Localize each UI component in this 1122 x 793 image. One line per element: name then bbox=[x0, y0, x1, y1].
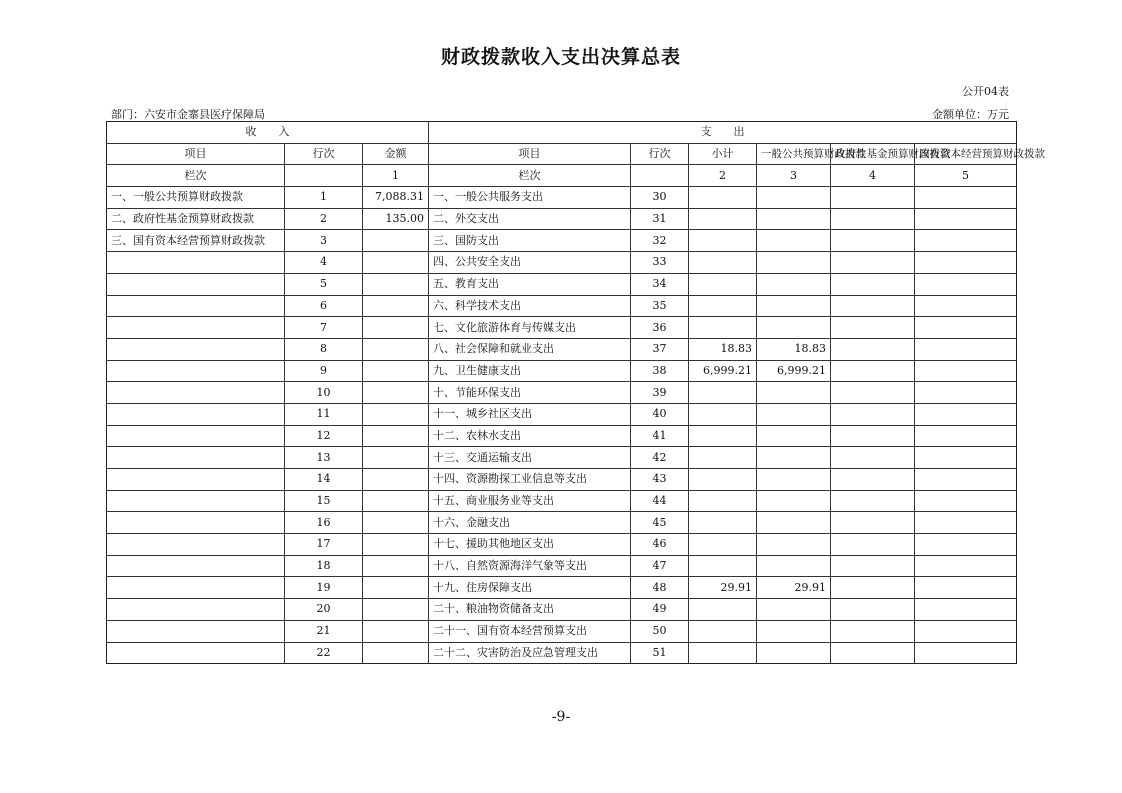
income-line-cell: 2 bbox=[285, 208, 363, 230]
general-budget-cell bbox=[757, 642, 831, 664]
subtotal-cell: 29.91 bbox=[689, 577, 757, 599]
column-index-expense-label: 栏次 bbox=[429, 165, 631, 187]
expense-item-cell: 六、科学技术支出 bbox=[429, 295, 631, 317]
table-row bbox=[107, 642, 1017, 664]
income-amount-cell bbox=[363, 403, 429, 425]
subtotal-cell bbox=[689, 403, 757, 425]
income-amount-cell bbox=[363, 382, 429, 404]
expense-line-cell: 37 bbox=[631, 338, 689, 360]
subtotal-cell bbox=[689, 447, 757, 469]
expense-item-cell: 二十一、国有资本经营预算支出 bbox=[429, 620, 631, 642]
general-budget-cell bbox=[757, 447, 831, 469]
income-item-cell bbox=[107, 490, 285, 512]
subtotal-cell bbox=[689, 317, 757, 339]
gov-fund-cell bbox=[831, 382, 915, 404]
expense-item-cell: 二十、粮油物资储备支出 bbox=[429, 599, 631, 621]
income-item-cell bbox=[107, 469, 285, 491]
state-capital-cell bbox=[915, 469, 1017, 491]
income-line-cell: 17 bbox=[285, 534, 363, 556]
state-capital-cell bbox=[915, 403, 1017, 425]
income-item-cell bbox=[107, 512, 285, 534]
gov-fund-cell bbox=[831, 338, 915, 360]
department-label: 部门：六安市金寨县医疗保障局 bbox=[111, 108, 265, 121]
income-line-cell: 21 bbox=[285, 620, 363, 642]
expense-line-cell: 36 bbox=[631, 317, 689, 339]
income-amount-cell bbox=[363, 317, 429, 339]
income-amount-cell bbox=[363, 642, 429, 664]
expense-line-cell: 47 bbox=[631, 555, 689, 577]
income-line-cell: 19 bbox=[285, 577, 363, 599]
income-amount-cell bbox=[363, 577, 429, 599]
income-amount-cell bbox=[363, 490, 429, 512]
subtotal-cell bbox=[689, 382, 757, 404]
column-index-label: 栏次 bbox=[107, 165, 285, 187]
general-budget-cell: 18.83 bbox=[757, 338, 831, 360]
table-row bbox=[107, 403, 1017, 425]
gov-fund-cell bbox=[831, 187, 915, 209]
expense-item-cell: 十、节能环保支出 bbox=[429, 382, 631, 404]
income-amount-cell bbox=[363, 360, 429, 382]
page-title: 财政拨款收入支出决算总表 bbox=[440, 46, 681, 68]
income-amount-cell bbox=[363, 273, 429, 295]
income-amount-cell bbox=[363, 599, 429, 621]
table-row bbox=[107, 469, 1017, 491]
gov-fund-cell bbox=[831, 208, 915, 230]
expense-line-cell: 41 bbox=[631, 425, 689, 447]
general-budget-cell bbox=[757, 273, 831, 295]
expense-line-cell: 32 bbox=[631, 230, 689, 252]
income-amount-cell bbox=[363, 447, 429, 469]
subtotal-cell bbox=[689, 534, 757, 556]
general-budget-cell bbox=[757, 252, 831, 274]
income-line-cell: 22 bbox=[285, 642, 363, 664]
expense-line-cell: 43 bbox=[631, 469, 689, 491]
state-capital-cell bbox=[915, 577, 1017, 599]
expense-line-cell: 39 bbox=[631, 382, 689, 404]
income-item-cell bbox=[107, 555, 285, 577]
gov-fund-cell bbox=[831, 360, 915, 382]
state-capital-cell bbox=[915, 534, 1017, 556]
table-row bbox=[107, 599, 1017, 621]
state-capital-cell bbox=[915, 447, 1017, 469]
general-budget-cell bbox=[757, 469, 831, 491]
table-row bbox=[107, 425, 1017, 447]
subtotal-cell bbox=[689, 469, 757, 491]
subtotal-cell bbox=[689, 295, 757, 317]
income-item-cell bbox=[107, 620, 285, 642]
income-line-cell: 14 bbox=[285, 469, 363, 491]
subtotal-cell bbox=[689, 555, 757, 577]
expense-item-cell: 十八、自然资源海洋气象等支出 bbox=[429, 555, 631, 577]
gov-fund-cell bbox=[831, 490, 915, 512]
expense-item-cell: 二十二、灾害防治及应急管理支出 bbox=[429, 642, 631, 664]
general-budget-cell bbox=[757, 620, 831, 642]
income-item-cell: 二、政府性基金预算财政拨款 bbox=[107, 208, 285, 230]
general-budget-cell bbox=[757, 382, 831, 404]
income-line-cell: 5 bbox=[285, 273, 363, 295]
expense-item-cell: 十三、交通运输支出 bbox=[429, 447, 631, 469]
section-header-row bbox=[107, 122, 1017, 144]
column-index-row bbox=[107, 165, 1017, 187]
subtotal-cell bbox=[689, 620, 757, 642]
income-line-cell: 11 bbox=[285, 403, 363, 425]
income-line-cell: 12 bbox=[285, 425, 363, 447]
general-budget-cell bbox=[757, 295, 831, 317]
table-row bbox=[107, 620, 1017, 642]
subtotal-cell bbox=[689, 490, 757, 512]
column-index-amount: 1 bbox=[363, 165, 429, 187]
column-index-empty bbox=[285, 165, 363, 187]
state-capital-cell bbox=[915, 338, 1017, 360]
income-amount-cell bbox=[363, 512, 429, 534]
state-capital-cell bbox=[915, 425, 1017, 447]
expense-line-cell: 38 bbox=[631, 360, 689, 382]
general-budget-cell bbox=[757, 403, 831, 425]
income-item-cell bbox=[107, 360, 285, 382]
subtotal-header: 小计 bbox=[689, 143, 757, 165]
income-amount-cell bbox=[363, 469, 429, 491]
state-capital-cell bbox=[915, 599, 1017, 621]
subtotal-cell: 18.83 bbox=[689, 338, 757, 360]
expense-line-cell: 51 bbox=[631, 642, 689, 664]
expense-line-cell: 40 bbox=[631, 403, 689, 425]
expense-item-cell: 五、教育支出 bbox=[429, 273, 631, 295]
income-amount-cell bbox=[363, 620, 429, 642]
income-item-cell bbox=[107, 338, 285, 360]
income-amount-cell bbox=[363, 252, 429, 274]
income-item-cell bbox=[107, 273, 285, 295]
expense-item-header: 项目 bbox=[429, 143, 631, 165]
gov-fund-cell bbox=[831, 317, 915, 339]
income-item-cell bbox=[107, 642, 285, 664]
general-budget-cell bbox=[757, 230, 831, 252]
gov-fund-cell bbox=[831, 273, 915, 295]
subtotal-cell bbox=[689, 425, 757, 447]
column-index-general: 3 bbox=[757, 165, 831, 187]
subtotal-cell bbox=[689, 642, 757, 664]
subtotal-cell bbox=[689, 512, 757, 534]
income-line-cell: 10 bbox=[285, 382, 363, 404]
table-row bbox=[107, 317, 1017, 339]
expense-item-cell: 八、社会保障和就业支出 bbox=[429, 338, 631, 360]
gov-fund-cell bbox=[831, 642, 915, 664]
general-budget-cell bbox=[757, 490, 831, 512]
table-row bbox=[107, 534, 1017, 556]
state-capital-cell bbox=[915, 187, 1017, 209]
expense-item-cell: 九、卫生健康支出 bbox=[429, 360, 631, 382]
income-amount-cell: 135.00 bbox=[363, 208, 429, 230]
expense-item-cell: 十六、金融支出 bbox=[429, 512, 631, 534]
general-budget-cell bbox=[757, 187, 831, 209]
income-item-cell bbox=[107, 382, 285, 404]
table-row bbox=[107, 295, 1017, 317]
state-capital-header: 国有资本经营预算财政拨款 bbox=[915, 143, 1017, 165]
expense-line-cell: 35 bbox=[631, 295, 689, 317]
gov-fund-cell bbox=[831, 230, 915, 252]
state-capital-cell bbox=[915, 555, 1017, 577]
expense-line-header: 行次 bbox=[631, 143, 689, 165]
gov-fund-cell bbox=[831, 577, 915, 599]
table-row bbox=[107, 490, 1017, 512]
expense-item-cell: 十五、商业服务业等支出 bbox=[429, 490, 631, 512]
column-index-capital: 5 bbox=[915, 165, 1017, 187]
income-line-cell: 7 bbox=[285, 317, 363, 339]
subtotal-cell bbox=[689, 273, 757, 295]
income-item-cell bbox=[107, 403, 285, 425]
subtotal-cell bbox=[689, 230, 757, 252]
expense-item-cell: 三、国防支出 bbox=[429, 230, 631, 252]
state-capital-cell bbox=[915, 295, 1017, 317]
gov-fund-cell bbox=[831, 555, 915, 577]
table-row bbox=[107, 273, 1017, 295]
state-capital-cell bbox=[915, 208, 1017, 230]
gov-fund-cell bbox=[831, 534, 915, 556]
state-capital-cell bbox=[915, 317, 1017, 339]
table-row bbox=[107, 360, 1017, 382]
table-row bbox=[107, 187, 1017, 209]
amount-unit-label: 金额单位：万元 bbox=[932, 108, 1009, 121]
income-item-cell bbox=[107, 425, 285, 447]
state-capital-cell bbox=[915, 490, 1017, 512]
form-number: 公开04表 bbox=[962, 85, 1009, 98]
subtotal-cell bbox=[689, 187, 757, 209]
general-budget-cell: 29.91 bbox=[757, 577, 831, 599]
column-header-row bbox=[107, 143, 1017, 165]
general-budget-cell bbox=[757, 208, 831, 230]
income-amount-cell bbox=[363, 555, 429, 577]
income-line-cell: 1 bbox=[285, 187, 363, 209]
column-index-expense-empty bbox=[631, 165, 689, 187]
income-line-cell: 16 bbox=[285, 512, 363, 534]
income-item-cell bbox=[107, 599, 285, 621]
table-body bbox=[107, 122, 1046, 664]
general-budget-cell bbox=[757, 599, 831, 621]
gov-fund-cell bbox=[831, 425, 915, 447]
income-item-cell: 三、国有资本经营预算财政拨款 bbox=[107, 230, 285, 252]
expense-line-cell: 49 bbox=[631, 599, 689, 621]
income-line-cell: 8 bbox=[285, 338, 363, 360]
table-row bbox=[107, 382, 1017, 404]
general-budget-cell bbox=[757, 425, 831, 447]
income-line-cell: 3 bbox=[285, 230, 363, 252]
expense-line-cell: 50 bbox=[631, 620, 689, 642]
income-item-cell bbox=[107, 577, 285, 599]
gov-fund-cell bbox=[831, 252, 915, 274]
general-budget-cell bbox=[757, 534, 831, 556]
expense-item-cell: 一、一般公共服务支出 bbox=[429, 187, 631, 209]
income-item-cell bbox=[107, 252, 285, 274]
expense-item-cell: 二、外交支出 bbox=[429, 208, 631, 230]
table-row bbox=[107, 447, 1017, 469]
table-row bbox=[107, 230, 1017, 252]
state-capital-cell bbox=[915, 642, 1017, 664]
gov-fund-cell bbox=[831, 469, 915, 491]
gov-fund-header: 政府性基金预算财政拨款 bbox=[831, 143, 915, 165]
general-budget-cell: 6,999.21 bbox=[757, 360, 831, 382]
expense-line-cell: 45 bbox=[631, 512, 689, 534]
expense-item-cell: 十四、资源勘探工业信息等支出 bbox=[429, 469, 631, 491]
budget-summary-table bbox=[106, 121, 1046, 664]
general-budget-cell bbox=[757, 317, 831, 339]
subtotal-cell bbox=[689, 252, 757, 274]
gov-fund-cell bbox=[831, 620, 915, 642]
expense-line-cell: 30 bbox=[631, 187, 689, 209]
income-line-cell: 4 bbox=[285, 252, 363, 274]
expense-line-cell: 34 bbox=[631, 273, 689, 295]
expense-line-cell: 44 bbox=[631, 490, 689, 512]
general-budget-cell bbox=[757, 555, 831, 577]
income-amount-cell bbox=[363, 425, 429, 447]
expense-item-cell: 十九、住房保障支出 bbox=[429, 577, 631, 599]
expense-item-cell: 十一、城乡社区支出 bbox=[429, 403, 631, 425]
income-item-header: 项目 bbox=[107, 143, 285, 165]
column-index-fund: 4 bbox=[831, 165, 915, 187]
income-line-cell: 9 bbox=[285, 360, 363, 382]
expense-section-header: 支 出 bbox=[429, 122, 1017, 144]
gov-fund-cell bbox=[831, 599, 915, 621]
column-index-subtotal: 2 bbox=[689, 165, 757, 187]
state-capital-cell bbox=[915, 620, 1017, 642]
state-capital-cell bbox=[915, 382, 1017, 404]
expense-item-cell: 四、公共安全支出 bbox=[429, 252, 631, 274]
subtotal-cell bbox=[689, 599, 757, 621]
income-line-cell: 18 bbox=[285, 555, 363, 577]
income-amount-header: 金额 bbox=[363, 143, 429, 165]
income-line-cell: 13 bbox=[285, 447, 363, 469]
expense-line-cell: 48 bbox=[631, 577, 689, 599]
income-item-cell bbox=[107, 447, 285, 469]
table-row bbox=[107, 555, 1017, 577]
expense-line-cell: 42 bbox=[631, 447, 689, 469]
gov-fund-cell bbox=[831, 512, 915, 534]
expense-line-cell: 46 bbox=[631, 534, 689, 556]
state-capital-cell bbox=[915, 273, 1017, 295]
state-capital-cell bbox=[915, 252, 1017, 274]
gov-fund-cell bbox=[831, 447, 915, 469]
table-row bbox=[107, 577, 1017, 599]
income-item-cell bbox=[107, 295, 285, 317]
page-number: -9- bbox=[551, 709, 571, 725]
expense-line-cell: 31 bbox=[631, 208, 689, 230]
expense-item-cell: 十二、农林水支出 bbox=[429, 425, 631, 447]
income-amount-cell: 7,088.31 bbox=[363, 187, 429, 209]
state-capital-cell bbox=[915, 360, 1017, 382]
table-row bbox=[107, 338, 1017, 360]
subtotal-cell bbox=[689, 208, 757, 230]
income-item-cell bbox=[107, 317, 285, 339]
income-line-header: 行次 bbox=[285, 143, 363, 165]
gov-fund-cell bbox=[831, 295, 915, 317]
expense-item-cell: 七、文化旅游体育与传媒支出 bbox=[429, 317, 631, 339]
general-budget-cell bbox=[757, 512, 831, 534]
income-item-cell bbox=[107, 534, 285, 556]
income-amount-cell bbox=[363, 295, 429, 317]
table-row bbox=[107, 208, 1017, 230]
expense-item-cell: 十七、援助其他地区支出 bbox=[429, 534, 631, 556]
income-line-cell: 6 bbox=[285, 295, 363, 317]
income-line-cell: 20 bbox=[285, 599, 363, 621]
table-row bbox=[107, 252, 1017, 274]
income-amount-cell bbox=[363, 338, 429, 360]
table-row bbox=[107, 512, 1017, 534]
state-capital-cell bbox=[915, 512, 1017, 534]
income-line-cell: 15 bbox=[285, 490, 363, 512]
income-amount-cell bbox=[363, 534, 429, 556]
subtotal-cell: 6,999.21 bbox=[689, 360, 757, 382]
income-item-cell: 一、一般公共预算财政拨款 bbox=[107, 187, 285, 209]
income-amount-cell bbox=[363, 230, 429, 252]
state-capital-cell bbox=[915, 230, 1017, 252]
gov-fund-cell bbox=[831, 403, 915, 425]
income-section-header: 收 入 bbox=[107, 122, 429, 144]
general-budget-header: 一般公共预算财政拨款 bbox=[757, 143, 831, 165]
expense-line-cell: 33 bbox=[631, 252, 689, 274]
